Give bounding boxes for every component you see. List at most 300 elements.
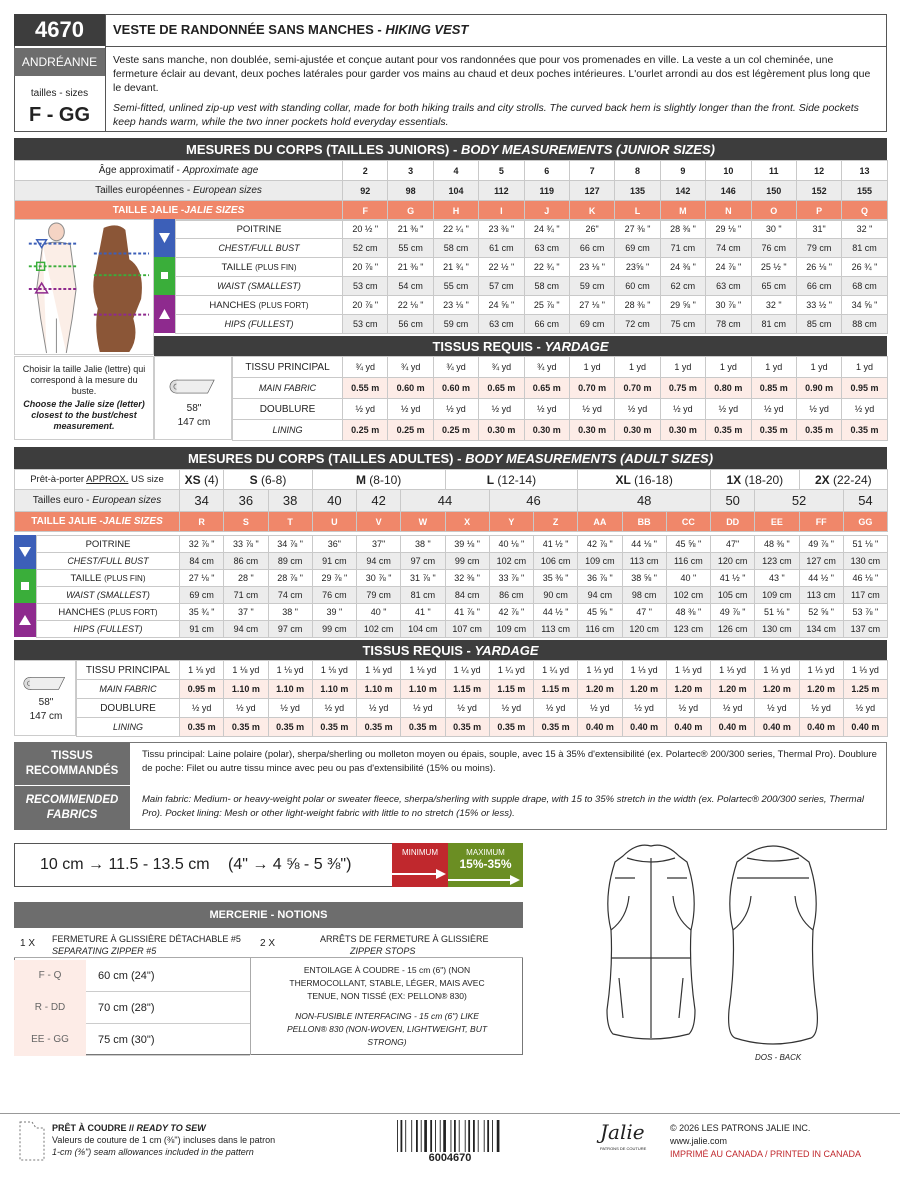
barcode-bar [459,1120,460,1152]
fabric-roll-junior [154,356,232,440]
measure-cm-cell: 78 cm [706,315,751,334]
measure-cm-cell: 127 cm [799,553,843,570]
yardage-cell: ¾ yd [433,357,478,378]
jalie-size-row [15,201,888,221]
stretch-cm: 10 cm → 11.5 - 13.5 cm [40,856,210,873]
yardage-cell: ¾ yd [388,357,433,378]
rtw-label-en: US size [128,474,164,485]
yardage-cell: 1 ⅛ yd [401,661,445,680]
yardage-cell: 1 ⅓ yd [843,661,887,680]
metre-cell: 1.10 m [312,680,356,699]
adult-measurements-table [36,535,888,638]
measure-inch-cell: 32 " [751,296,796,315]
yardage-cell: 1 ⅛ yd [357,661,401,680]
junior-yardage-table [232,356,888,441]
waist-label [176,258,343,277]
measure-cm-cell: 134 cm [799,621,843,638]
junior-measurements-table [175,219,888,334]
jalie-size-cell: J [524,201,569,221]
minimum-arrow [392,867,448,881]
jalie-size-cell: H [433,201,478,221]
yardage-cell: ¾ yd [479,357,524,378]
metre-cell: 0.70 m [569,378,614,399]
measure-inch-cell: 44 ½ " [799,570,843,587]
note-en: Choose the Jalie size (letter) closest to the bust/chest measurement. [23,399,145,431]
yardage-cell: 1 yd [706,357,751,378]
measure-cm-cell: 88 cm [842,315,887,334]
lining-fabric-label-en: LINING [233,420,343,441]
yardage-cell: ½ yd [401,699,445,718]
adult-jalie-cell: X [445,512,489,532]
junior-figures [14,219,154,355]
barcode-bar [435,1120,436,1152]
chest-label-fr: POITRINE [236,223,282,235]
age-cell: 10 [706,161,751,181]
fabric-roll-adult [14,660,76,736]
yardage-cell: ½ yd [711,699,755,718]
metre-cell: 0.95 m [842,378,887,399]
waist-indicator [154,257,175,295]
measure-inch-cell: 30 ⅞ " [706,296,751,315]
maximum-label: MAXIMUM [466,848,505,857]
adult-hips-indicator [14,603,36,637]
adult-yardage-title [14,640,887,660]
ready-fr: PRÊT À COUDRE // [52,1123,137,1133]
yardage-cell: ½ yd [534,699,578,718]
measure-inch-cell: 48 ⅜ " [755,536,799,553]
metre-cell: 0.35 m [751,420,796,441]
adult-euro-cell: 52 [755,490,844,512]
measure-cm-cell: 102 cm [357,621,401,638]
measure-cm-cell: 57 cm [479,277,524,296]
measure-cm-cell: 55 cm [388,239,433,258]
yardage-cell: ½ yd [843,699,887,718]
barcode-bar [411,1120,412,1152]
adult-yardage-table [76,660,888,737]
title-en: HIKING VEST [385,22,469,37]
metre-cell: 0.35 m [706,420,751,441]
measure-cm-cell: 90 cm [534,587,578,604]
measure-cm-cell: 94 cm [357,553,401,570]
pattern-piece-icon [18,1120,46,1162]
yardage-cell: ½ yd [660,399,705,420]
rtw-size-number: (4) [203,472,219,487]
adult-jalie-cell: GG [843,512,887,532]
measure-cm-cell: 59 cm [569,277,614,296]
measure-cm-cell: 126 cm [711,621,755,638]
zip-stop-en: ZIPPER STOPS [350,946,416,956]
age-cell: 3 [388,161,433,181]
measure-cm-cell: 137 cm [843,621,887,638]
measure-inch-cell: 28 ⅜ " [615,296,660,315]
main-fabric-row [77,661,888,680]
measure-inch-cell: 24 ⅞ " [706,258,751,277]
adult-yardage-fr: TISSUS REQUIS - [362,642,471,658]
adult-yardage-en: YARDAGE [474,642,539,658]
measure-cm-cell: 71 cm [660,239,705,258]
waist-row [37,570,888,587]
rtw-size-cell [711,470,800,490]
stretch-maximum [448,843,523,887]
euro-size-cell: 92 [343,181,388,201]
jalie-size-cell: I [479,201,524,221]
measure-inch-cell: 32 ⅞ " [180,536,224,553]
adult-jalie-row [15,512,888,532]
junior-title-fr: MESURES DU CORPS (TAILLES JUNIORS) - [186,141,458,157]
measure-inch-cell: 45 ⅝ " [666,536,710,553]
yardage-cell: ½ yd [433,399,478,420]
measure-inch-cell: 47" [711,536,755,553]
printed-in: IMPRIMÉ AU CANADA / PRINTED IN CANADA [670,1149,862,1159]
measure-inch-cell: 47 " [622,604,666,621]
adult-jalie-cell: V [357,512,401,532]
measure-inch-cell: 35 ¾ " [180,604,224,621]
measure-cm-cell: 63 cm [479,315,524,334]
measure-inch-cell: 34 ⅞ " [268,536,312,553]
designer-name: ANDRÉANNE [14,48,105,76]
adult-jalie-cell: BB [622,512,666,532]
metre-cell: 0.40 m [843,718,887,737]
yardage-cell: 1 ⅛ yd [180,661,224,680]
measure-cm-cell: 68 cm [842,277,887,296]
jalie-size-cell: Q [842,201,887,221]
chest-label-fr: POITRINE [85,538,131,550]
header-title-rule [105,46,887,47]
measure-cm-cell: 97 cm [268,621,312,638]
measure-inch-cell: 40 " [357,604,401,621]
rtw-label-approx: APPROX. [86,474,129,485]
measure-inch-cell: 52 ⅝ " [799,604,843,621]
lining-fabric-label-en: LINING [77,718,180,737]
measure-inch-cell: 36 ⅞ " [578,570,622,587]
yardage-cell: ½ yd [524,399,569,420]
metre-cell: 1.10 m [268,680,312,699]
euro-size-cell: 150 [751,181,796,201]
waist-row-metric [37,587,888,604]
zip-size-range: EE - GG [14,1024,86,1056]
measure-cm-cell: 69 cm [569,315,614,334]
barcode-bar [430,1120,432,1152]
adult-euro-label-en: European sizes [92,495,162,506]
measure-inch-cell: 46 ⅛ " [843,570,887,587]
metre-cell: 1.20 m [578,680,622,699]
measure-inch-cell: 27 ⅛ " [180,570,224,587]
barcode-bar [401,1120,403,1152]
measure-inch-cell: 29 ⅞ " [312,570,356,587]
pattern-title [113,22,468,37]
measure-cm-cell: 102 cm [489,553,533,570]
adult-euro-cell: 54 [843,490,887,512]
measure-cm-cell: 69 cm [615,239,660,258]
measure-cm-cell: 123 cm [755,553,799,570]
measure-inch-cell: 26" [569,220,614,239]
barcode-bar [492,1120,493,1152]
adult-euro-cell: 36 [224,490,268,512]
yardage-cell: ½ yd [268,699,312,718]
euro-label-en: European sizes [192,185,262,196]
chest-label [176,220,343,239]
zip-stop-qty: 2 X [260,938,276,949]
age-label-fr: Âge approximatif - [98,165,183,176]
yardage-cell: 1 ⅓ yd [711,661,755,680]
barcode-bar [478,1120,479,1152]
measure-cm-cell: 79 cm [357,587,401,604]
measure-inch-cell: 28 ⅞ " [268,570,312,587]
measure-inch-cell: 48 ⅜ " [666,604,710,621]
metre-cell: 0.35 m [224,718,268,737]
metre-cell: 1.15 m [445,680,489,699]
adult-euro-label-fr: Tailles euro - [32,495,93,506]
yardage-cell: ½ yd [578,699,622,718]
barcode-bar [421,1120,422,1152]
measure-cm-cell: 60 cm [615,277,660,296]
measure-inch-cell: 20 ⅞ " [343,296,388,315]
metre-cell: 0.70 m [615,378,660,399]
lining-fabric-label: DOUBLURE [233,399,343,420]
measure-inch-cell: 51 ⅛ " [755,604,799,621]
measure-cm-cell: 63 cm [524,239,569,258]
measure-cm-cell: 76 cm [751,239,796,258]
zip-size-range: F - Q [14,960,86,992]
age-cell: 13 [842,161,887,181]
measure-cm-cell: 107 cm [445,621,489,638]
adult-euro-cell: 40 [312,490,356,512]
euro-size-cell: 119 [524,181,569,201]
adult-jalie-cell: S [224,512,268,532]
measure-inch-cell: 20 ½ " [343,220,388,239]
measure-cm-cell: 99 cm [445,553,489,570]
euro-size-cell: 146 [706,181,751,201]
waist-label-en: WAIST (SMALLEST) [176,277,343,296]
jalie-size-cell: N [706,201,751,221]
minimum-label: MINIMUM [402,848,438,857]
barcode-number: 6004670 [428,1152,472,1164]
measure-cm-cell: 66 cm [569,239,614,258]
measure-cm-cell: 85 cm [796,315,841,334]
measure-cm-cell: 120 cm [711,553,755,570]
zip-length-row [14,1024,250,1056]
measure-inch-cell: 27 ⅜ " [615,220,660,239]
yardage-cell: 1 ⅓ yd [755,661,799,680]
adult-jalie-cell: W [401,512,445,532]
metre-cell: 0.40 m [622,718,666,737]
measure-cm-cell: 56 cm [388,315,433,334]
zip-size-range: R - DD [14,992,86,1024]
front-view-drawing [607,845,695,1039]
metre-cell: 0.40 m [799,718,843,737]
measure-inch-cell: 22 ½ " [479,258,524,277]
measure-cm-cell: 53 cm [343,315,388,334]
hips-label-fr-detail: (PLUS FORT) [258,300,309,310]
measure-cm-cell: 58 cm [433,239,478,258]
fabric-width-cm: 147 cm [177,417,211,428]
jalie-size-cell: F [343,201,388,221]
yardage-cell: ½ yd [357,699,401,718]
copyright: © 2026 LES PATRONS JALIE INC. [670,1123,811,1133]
barcode-bar [416,1120,418,1152]
zip-length: 70 cm (28") [98,1001,155,1014]
measure-inch-cell: 38 " [401,536,445,553]
metre-cell: 1.20 m [799,680,843,699]
metre-cell: 0.35 m [489,718,533,737]
age-cell: 5 [479,161,524,181]
measure-inch-cell: 39 ⅛ " [445,536,489,553]
rtw-size-letter: XL [615,472,631,487]
jalie-logo [600,1120,650,1164]
euro-size-cell: 127 [569,181,614,201]
measure-cm-cell: 81 cm [842,239,887,258]
measure-cm-cell: 91 cm [312,553,356,570]
measure-inch-cell: 38 " [268,604,312,621]
metre-cell: 0.35 m [268,718,312,737]
yardage-cell: ½ yd [666,699,710,718]
zip-label [52,933,241,957]
zip-stop-label [320,933,489,957]
measure-cm-cell: 109 cm [578,553,622,570]
yardage-cell: ½ yd [751,399,796,420]
adult-jalie-cell: DD [711,512,755,532]
age-cell: 7 [569,161,614,181]
yardage-cell: 1 yd [751,357,796,378]
hips-indicator [154,295,175,333]
metre-cell: 1.10 m [401,680,445,699]
adult-jalie-cell: U [312,512,356,532]
yardage-cell: ½ yd [615,399,660,420]
measure-inch-cell: 29 ⅛ " [706,220,751,239]
measure-cm-cell: 105 cm [711,587,755,604]
measure-cm-cell: 75 cm [660,315,705,334]
maximum-value: 15%-35% [459,857,512,871]
chest-row-metric [37,553,888,570]
measure-cm-cell: 63 cm [706,277,751,296]
lining-row-metric [77,718,888,737]
rtw-size-letter: 1X [726,472,742,487]
chest-row [37,536,888,553]
metre-cell: 1.10 m [224,680,268,699]
metre-cell: 0.35 m [796,420,841,441]
measure-cm-cell: 66 cm [524,315,569,334]
chest-indicator [154,219,175,257]
header-divider [105,14,106,132]
zip-length-row [14,992,250,1024]
measure-inch-cell: 26 ⅛ " [796,258,841,277]
age-cell: 8 [615,161,660,181]
measure-inch-cell: 41 ½ " [534,536,578,553]
rtw-size-letter: 2X [814,472,830,487]
measure-cm-cell: 71 cm [224,587,268,604]
measure-cm-cell: 130 cm [755,621,799,638]
metre-cell: 0.85 m [751,378,796,399]
adult-jalie-cell: R [180,512,224,532]
adult-fabric-width-cm: 147 cm [29,711,63,722]
measure-inch-cell: 49 ⅞ " [799,536,843,553]
measure-cm-cell: 116 cm [666,553,710,570]
euro-label-fr: Tailles européennes - [95,185,193,196]
metre-cell: 0.35 m [445,718,489,737]
adult-euro-cell: 50 [711,490,755,512]
waist-label-fr: TAILLE [70,572,102,584]
measure-cm-cell: 99 cm [312,621,356,638]
metre-cell: 1.15 m [534,680,578,699]
back-view-drawing [729,846,818,1044]
measure-cm-cell: 61 cm [479,239,524,258]
zip-stop-fr: ARRÊTS DE FERMETURE À GLISSIÈRE [320,934,489,944]
measure-cm-cell: 102 cm [666,587,710,604]
notions-divider [250,958,251,1055]
rtw-size-number: (8-10) [369,472,402,487]
metre-cell: 0.40 m [666,718,710,737]
adult-jalie-cell: Y [489,512,533,532]
website[interactable]: www.jalie.com [670,1136,728,1146]
measure-cm-cell: 86 cm [224,553,268,570]
rtw-size-cell [799,470,888,490]
measure-cm-cell: 74 cm [268,587,312,604]
metre-cell: 0.35 m [312,718,356,737]
jalie-size-cell: L [615,201,660,221]
metre-cell: 0.75 m [660,378,705,399]
yardage-cell: ½ yd [343,399,388,420]
euro-size-cell: 135 [615,181,660,201]
measure-inch-cell: 51 ⅛ " [843,536,887,553]
measure-inch-cell: 30 " [751,220,796,239]
measure-cm-cell: 113 cm [534,621,578,638]
measure-cm-cell: 76 cm [312,587,356,604]
metre-cell: 0.65 m [479,378,524,399]
jalie-size-cell: G [388,201,433,221]
measure-cm-cell: 59 cm [433,315,478,334]
measure-inch-cell: 44 ⅛ " [622,536,666,553]
hips-row-metric [37,621,888,638]
metre-cell: 1.10 m [357,680,401,699]
rtw-size-letter: S [249,472,258,487]
seam-en: 1-cm (⅜") seam allowances included in the pattern [52,1147,254,1157]
adult-jalie-cell: EE [755,512,799,532]
measure-cm-cell: 98 cm [622,587,666,604]
yardage-cell: 1 yd [842,357,887,378]
measure-cm-cell: 79 cm [796,239,841,258]
measure-inch-cell: 23 ⅜ " [479,220,524,239]
yardage-cell: ½ yd [622,699,666,718]
title-fr: VESTE DE RANDONNÉE SANS MANCHES - [113,22,386,37]
adult-title-en: BODY MEASUREMENTS (ADULT SIZES) [465,450,714,466]
yardage-cell: ½ yd [489,699,533,718]
hips-row [37,604,888,621]
footer-rule [0,1113,900,1114]
age-label-en: Approximate age [182,165,259,176]
adult-fabric-roll-icon [21,669,71,693]
chest-label-en: CHEST/FULL BUST [37,553,180,570]
fabrics-label-fr: TISSUS RECOMMANDÉS [14,742,130,785]
measure-cm-cell: 89 cm [268,553,312,570]
adult-jalie-cell: CC [666,512,710,532]
measure-inch-cell: 39 " [312,604,356,621]
measure-inch-cell: 24 ⅝ " [479,296,524,315]
adult-jalie-label-en: JALIE SIZES [102,516,163,527]
measure-inch-cell: 41 ½ " [711,570,755,587]
measure-inch-cell: 49 ⅞ " [711,604,755,621]
waist-row-metric [176,277,888,296]
note-fr: Choisir la taille Jalie (lettre) qui correspond à la mesure du buste. [22,364,146,396]
junior-yardage-title [154,336,887,356]
measure-cm-cell: 109 cm [755,587,799,604]
measure-inch-cell: 33 ⅞ " [489,570,533,587]
yardage-cell: 1 yd [569,357,614,378]
measure-inch-cell: 21 ⅜ " [388,220,433,239]
adult-measurements-title [14,447,887,469]
rtw-size-number: (16-18) [634,472,673,487]
stretch-minimum [392,843,448,887]
yardage-cell: 1 ⅛ yd [312,661,356,680]
